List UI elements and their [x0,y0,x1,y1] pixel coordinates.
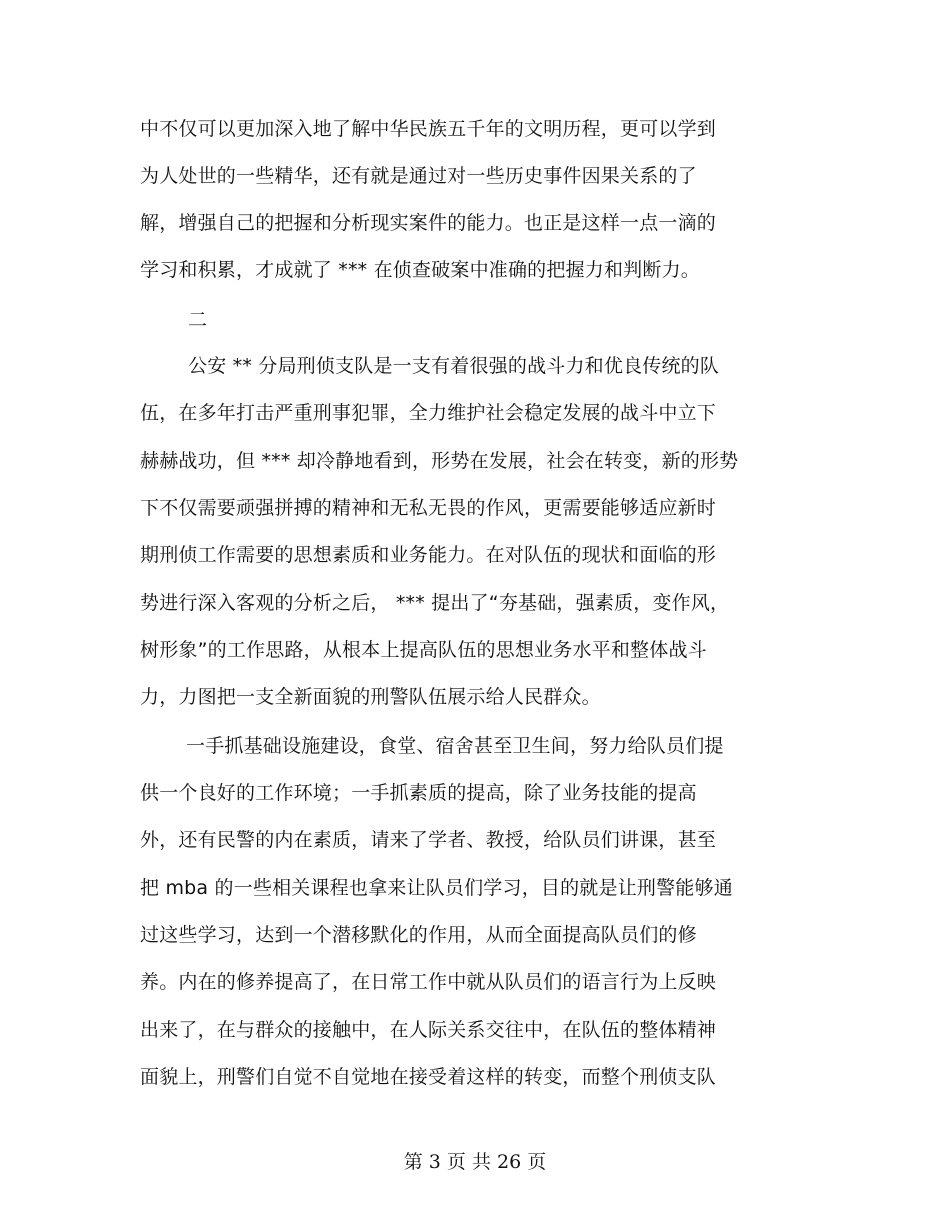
text-line: 解，增强自己的把握和分析现实案件的能力。也正是这样一点一滴的 [140,212,717,234]
text-line: 力，力图把一支全新面貌的刑警队伍展示给人民群众。 [140,686,601,708]
text-line: 下不仅需要顽强拼搏的精神和无私无畏的作风，更需要能够适应新时 [140,497,717,519]
text-line: 出来了，在与群众的接触中，在人际关系交往中，在队伍的整体精神 [140,1019,717,1041]
text-line: 为人处世的一些精华，还有就是通过对一些历史事件因果关系的了 [140,165,697,187]
text-line: 面貌上，刑警们自觉不自觉地在接受着这样的转变，而整个刑侦支队 [140,1066,717,1088]
text-line: 外，还有民警的内在素质，请来了学者、教授，给队员们讲课，甚至 [140,829,717,851]
text-line: 期刑侦工作需要的思想素质和业务能力。在对队伍的现状和面临的形 [140,544,717,566]
text-line: 中不仅可以更加深入地了解中华民族五千年的文明历程，更可以学到 [140,118,717,140]
text-line: 赫赫战功，但 *** 却冷静地看到，形势在发展，社会在转变，新的形势 [140,450,739,472]
text-line: 公安 ** 分局刑侦支队是一支有着很强的战斗力和优良传统的队 [188,355,720,377]
text-line: 过这些学习，达到一个潜移默化的作用，从而全面提高队员们的修 [140,924,697,946]
page-footer: 第 3 页 共 26 页 [403,1151,547,1173]
text-line: 势进行深入客观的分析之后， *** 提出了“夯基础，强素质，变作风， [140,592,730,614]
text-line: 把 mba 的一些相关课程也拿来让队员们学习，目的就是让刑警能够通 [140,877,733,899]
text-line: 供一个良好的工作环境；一手抓素质的提高，除了业务技能的提高 [140,782,697,804]
text-line: 伍，在多年打击严重刑事犯罪，全力维护社会稳定发展的战斗中立下 [140,402,717,424]
text-line: 树形象”的工作思路，从根本上提高队伍的思想业务水平和整体战斗 [140,639,707,661]
text-line: 学习和积累，才成就了 *** 在侦查破案中准确的把握力和判断力。 [140,259,700,281]
text-line: 养。内在的修养提高了，在日常工作中就从队员们的语言行为上反映 [140,971,717,993]
text-line: 一手抓基础设施建设，食堂、宿舍甚至卫生间，努力给队员们提 [186,735,724,757]
section-heading: 二 [188,309,208,331]
